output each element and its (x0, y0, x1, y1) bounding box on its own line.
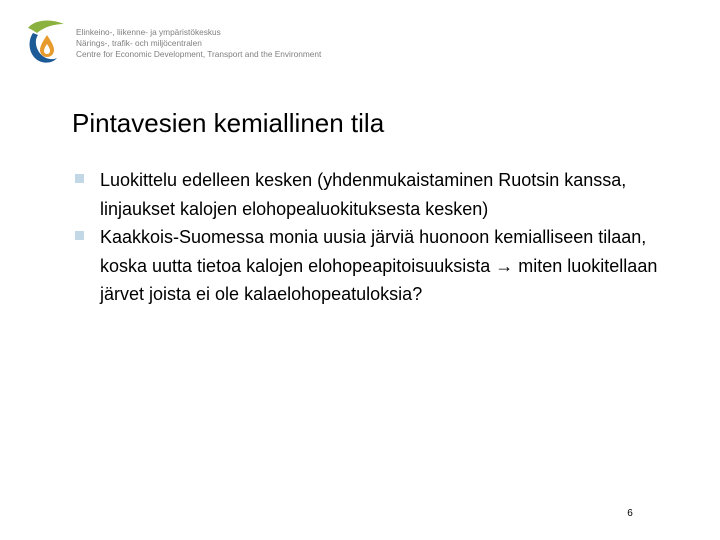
organization-logo (24, 18, 334, 68)
ely-logo-icon (24, 18, 70, 66)
logo-line-swedish: Närings-, trafik- och miljöcentralen (76, 38, 202, 48)
logo-line-finnish: Elinkeino-, liikenne- ja ympäristökeskus (76, 27, 221, 37)
bullet-list (72, 166, 682, 309)
page-number: 6 (627, 508, 633, 519)
logo-line-english: Centre for Economic Development, Transport and the Environment (76, 49, 322, 59)
bullet-text: Kaakkois-Suomessa monia uusia järviä huonoon kemialliseen tilaan, koska uutta tietoa kalojen elohopeapitoisuuksista → miten luokitellaan järvet joista ei ole kalaelohopeatuloksia? (100, 227, 658, 304)
square-bullet-icon (75, 231, 84, 240)
bullet-text: Luokittelu edelleen kesken (yhdenmukaistaminen Ruotsin kanssa, linjaukset kalojen elohopealuokituksesta kesken) (100, 170, 627, 219)
bullet-item (72, 223, 682, 309)
bullet-item (72, 166, 682, 223)
logo-text (76, 27, 321, 60)
slide-title: Pintavesien kemiallinen tila (72, 108, 385, 138)
square-bullet-icon (75, 174, 84, 183)
logo-leaf-shape (28, 21, 64, 33)
